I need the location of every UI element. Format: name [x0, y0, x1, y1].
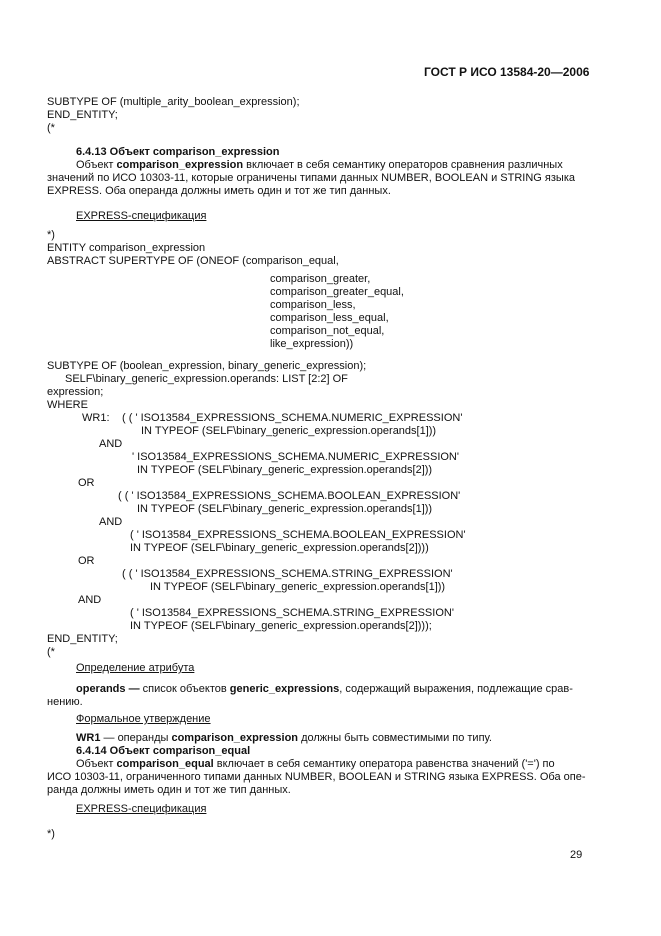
code-line: WR1: — [82, 412, 110, 424]
code-line: *) — [47, 229, 55, 241]
paragraph-line: operands — список объектов generic_expressions, содержащий выражения, подлежащие срав- — [76, 683, 573, 695]
paragraph-line: Объект comparison_equal включает в себя семантику оператора равенства значений ('=') по — [76, 758, 555, 770]
express-spec-label: EXPRESS-спецификация — [76, 210, 207, 222]
code-line: END_ENTITY; — [47, 109, 118, 121]
code-line: ( ' ISO13584_EXPRESSIONS_SCHEMA.BOOLEAN_EXPRESSION' — [130, 529, 466, 541]
code-line: ( ( ' ISO13584_EXPRESSIONS_SCHEMA.STRING_EXPRESSION' — [122, 568, 453, 580]
code-line: *) — [47, 828, 55, 840]
code-line: IN TYPEOF (SELF\binary_generic_expression.operands[1])) — [150, 581, 446, 593]
code-line: ( ( ' ISO13584_EXPRESSIONS_SCHEMA.BOOLEAN_EXPRESSION' — [118, 490, 461, 502]
paragraph-line: Объект comparison_expression включает в себя семантику операторов сравнения различных — [76, 159, 563, 171]
supertype-item: like_expression)) — [270, 338, 354, 350]
section-title: 6.4.14 Объект comparison_equal — [76, 745, 251, 757]
supertype-item: comparison_less_equal, — [270, 312, 389, 324]
supertype-item: comparison_greater, — [270, 273, 371, 285]
supertype-item: comparison_greater_equal, — [270, 286, 404, 298]
paragraph-line: EXPRESS. Оба операнда должны иметь один и тот же тип данных. — [47, 185, 391, 197]
code-line: ' ISO13584_EXPRESSIONS_SCHEMA.NUMERIC_EXPRESSION' — [132, 451, 459, 463]
paragraph-line: значений по ИСО 10303-11, которые ограничены типами данных NUMBER, BOOLEAN и STRING языка — [47, 172, 575, 184]
code-line: IN TYPEOF (SELF\binary_generic_expression.operands[2]))); — [130, 620, 432, 632]
code-line: IN TYPEOF (SELF\binary_generic_expression.operands[1])) — [137, 503, 433, 515]
page-header: ГОСТ Р ИСО 13584-20—2006 — [424, 65, 590, 79]
code-line: IN TYPEOF (SELF\binary_generic_expression.operands[2])) — [137, 464, 433, 476]
code-line: ( ' ISO13584_EXPRESSIONS_SCHEMA.STRING_EXPRESSION' — [130, 607, 454, 619]
attribute-definition-label: Определение атрибута — [76, 662, 195, 674]
code-line: ( ( ' ISO13584_EXPRESSIONS_SCHEMA.NUMERIC_EXPRESSION' — [122, 412, 463, 424]
code-line: AND — [99, 438, 123, 450]
paragraph-line: ранда должны иметь один и тот же тип данных. — [47, 784, 291, 796]
page-number: 29 — [570, 849, 583, 861]
code-line: WHERE — [47, 399, 88, 411]
code-line: SUBTYPE OF (multiple_arity_boolean_expression); — [47, 96, 300, 108]
express-spec-label: EXPRESS-спецификация — [76, 803, 207, 815]
code-line: expression; — [47, 386, 104, 398]
code-line: AND — [99, 516, 123, 528]
section-title: 6.4.13 Объект comparison_expression — [76, 146, 280, 158]
code-line: ABSTRACT SUPERTYPE OF (ONEOF (comparison_equal, — [47, 255, 339, 267]
code-line: END_ENTITY; — [47, 633, 118, 645]
code-line: ENTITY comparison_expression — [47, 242, 206, 254]
code-line: (* — [47, 646, 55, 658]
supertype-item: comparison_not_equal, — [270, 325, 385, 337]
code-line: IN TYPEOF (SELF\binary_generic_expression.operands[2]))) — [130, 542, 429, 554]
code-line: SELF\binary_generic_expression.operands: LIST [2:2] OF — [65, 373, 348, 385]
paragraph-line: нению. — [47, 696, 83, 708]
paragraph-line: ИСО 10303-11, ограниченного типами данных NUMBER, BOOLEAN и STRING языка EXPRESS. Оба опе- — [47, 771, 586, 783]
formal-statement-label: Формальное утверждение — [76, 713, 211, 725]
code-line: OR — [78, 477, 95, 489]
code-line: AND — [78, 594, 102, 606]
code-line: SUBTYPE OF (boolean_expression, binary_generic_expression); — [47, 360, 367, 372]
supertype-item: comparison_less, — [270, 299, 356, 311]
paragraph-line: WR1 — операнды comparison_expression должны быть совместимыми по типу. — [76, 732, 492, 744]
code-line: OR — [78, 555, 95, 567]
code-line: IN TYPEOF (SELF\binary_generic_expression.operands[1])) — [141, 425, 437, 437]
code-line: (* — [47, 122, 55, 134]
